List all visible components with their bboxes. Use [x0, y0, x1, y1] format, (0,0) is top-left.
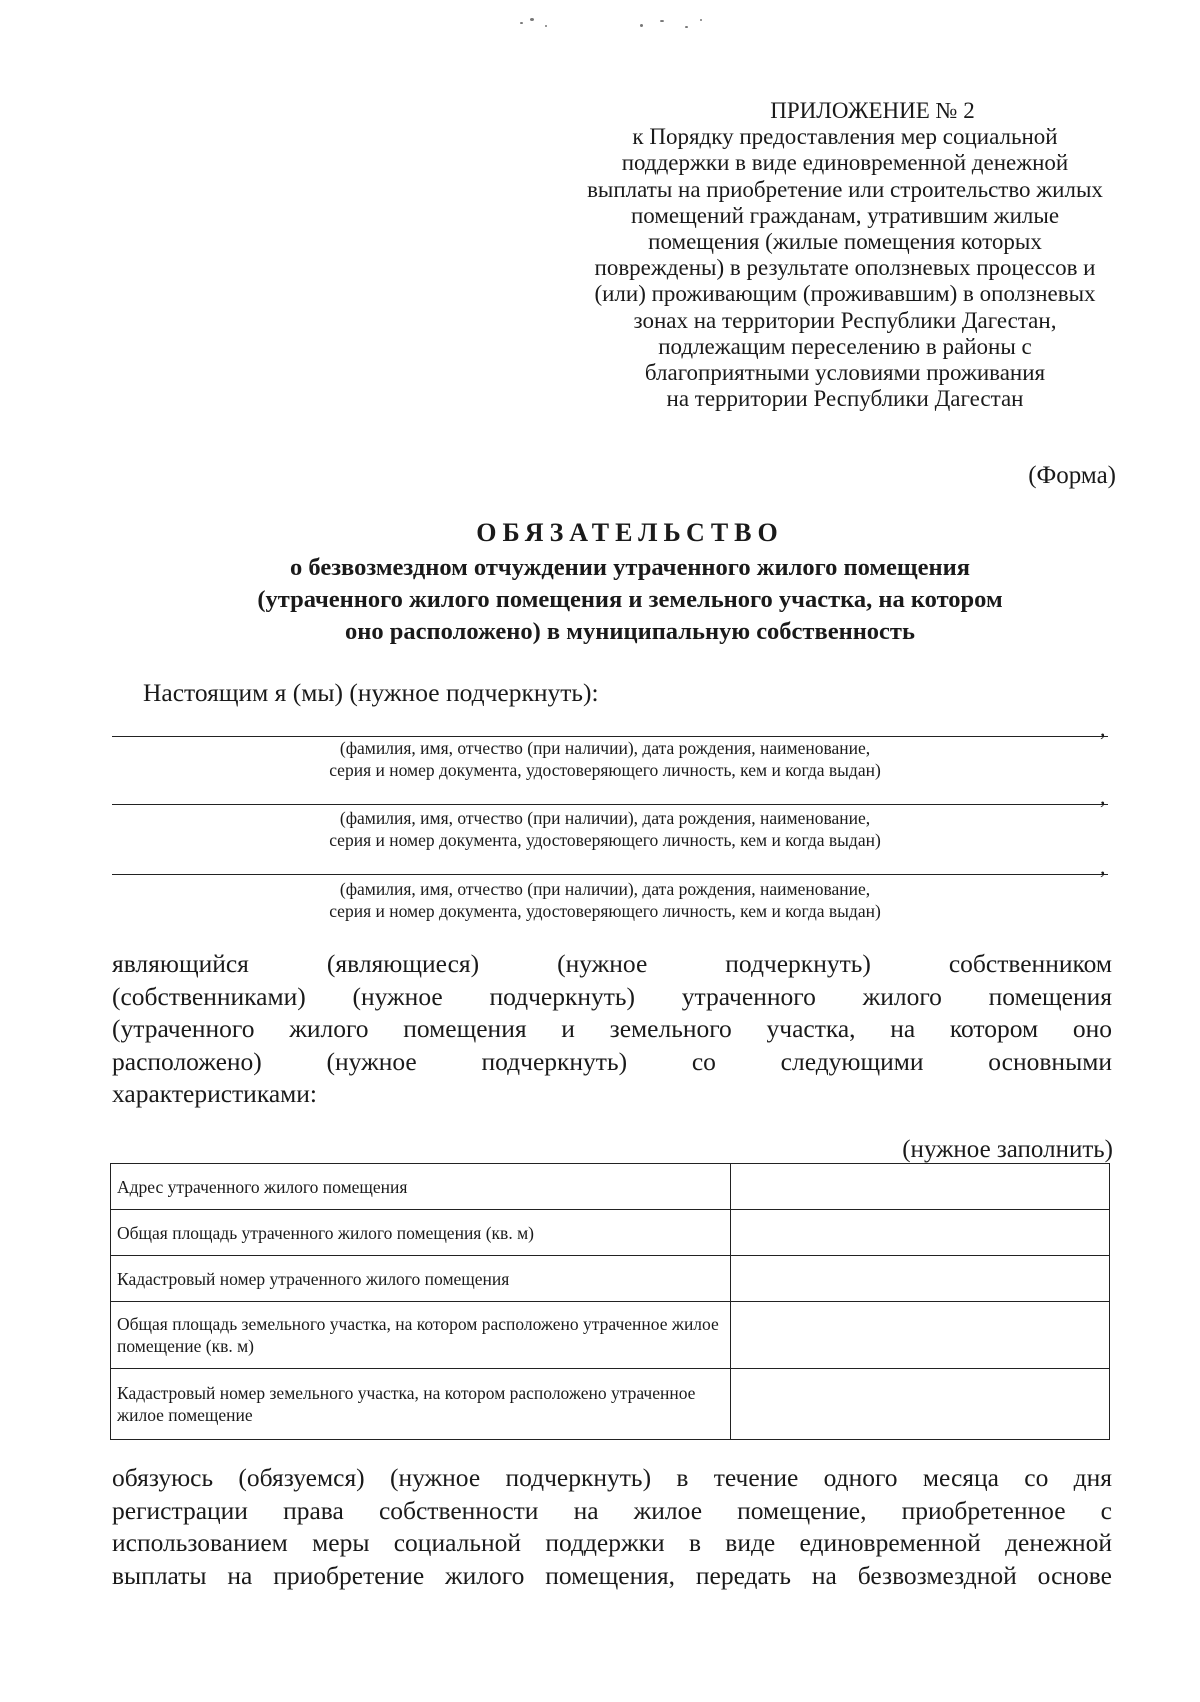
- paragraph-line: обязуюсь (обязуемся) (нужное подчеркнуть) в течение одного месяца со дня: [112, 1463, 1112, 1492]
- paragraph-line: являющийся (являющиеся) (нужное подчеркнуть) собственником: [112, 949, 1112, 978]
- appendix-line: благоприятными условиями проживания: [644, 360, 1046, 386]
- field-comma: ,: [1100, 854, 1106, 879]
- appendix-line: поддержки в виде единовременной денежной: [621, 150, 1069, 176]
- fill-note: (нужное заполнить): [902, 1136, 1113, 1163]
- intro-text: Настоящим я (мы) (нужное подчеркнуть):: [143, 678, 599, 707]
- person-field-caption-2: [260, 808, 950, 851]
- table-row: [111, 1256, 1110, 1302]
- appendix-line: (или) проживающим (проживавшим) в оползневых: [594, 281, 1096, 307]
- subtitle-line: (утраченного жилого помещения и земельного участка, на котором: [257, 586, 1003, 613]
- appendix-line: помещения (жилые помещения которых: [648, 229, 1042, 255]
- paragraph-line: регистрации права собственности на жилое помещение, приобретенное с: [112, 1495, 1112, 1525]
- row-label: Кадастровый номер земельного участка, на котором расположено утраченное жилое помещение: [111, 1369, 731, 1440]
- scan-artifact: [545, 25, 547, 27]
- scan-artifact: [520, 22, 523, 24]
- caption-line: серия и номер документа, удостоверяющего личность, кем и когда выдан): [329, 759, 881, 780]
- row-label: Адрес утраченного жилого помещения: [111, 1164, 731, 1210]
- scan-artifact: [640, 24, 643, 27]
- row-value-cell[interactable]: [730, 1164, 1109, 1210]
- appendix-line: подлежащим переселению в районы с: [658, 333, 1032, 359]
- appendix-line: помещений гражданам, утратившим жилые: [630, 202, 1060, 228]
- scan-artifact: [530, 18, 534, 21]
- paragraph-line: расположено) (нужное подчеркнуть) со следующими основными: [112, 1046, 1112, 1076]
- scan-artifact: [660, 20, 664, 22]
- row-label: Кадастровый номер утраченного жилого помещения: [111, 1256, 731, 1302]
- person-field-line-2[interactable]: [112, 804, 1108, 805]
- row-value-cell[interactable]: [730, 1256, 1109, 1302]
- person-field-caption-1: [260, 738, 950, 781]
- caption-line: (фамилия, имя, отчество (при наличии), дата рождения, наименование,: [339, 738, 871, 758]
- field-comma: ,: [1100, 784, 1106, 809]
- paragraph-line: (утраченного жилого помещения и земельного участка, на котором оно: [112, 1014, 1112, 1043]
- row-label: Общая площадь утраченного жилого помещения (кв. м): [111, 1210, 731, 1256]
- field-comma: ,: [1100, 716, 1106, 741]
- appendix-line: к Порядку предоставления мер социальной: [632, 124, 1058, 150]
- appendix-line: на территории Республики Дагестан: [666, 386, 1024, 412]
- subtitle-line: оно расположено) в муниципальную собственность: [345, 618, 915, 645]
- row-value-cell[interactable]: [730, 1369, 1109, 1440]
- table-row: [111, 1302, 1110, 1369]
- row-value-cell[interactable]: [730, 1210, 1109, 1256]
- appendix-heading: ПРИЛОЖЕНИЕ № 2: [770, 98, 975, 123]
- document-title: ОБЯЗАТЕЛЬСТВО: [476, 518, 784, 547]
- scan-artifact: [700, 19, 702, 21]
- table-row: [111, 1164, 1110, 1210]
- paragraph-line: использованием меры социальной поддержки в виде единовременной денежной: [112, 1528, 1112, 1557]
- row-value-cell[interactable]: [730, 1302, 1109, 1369]
- row-label: Общая площадь земельного участка, на котором расположено утраченное жилое помещение (кв. м): [111, 1302, 731, 1369]
- appendix-line: выплаты на приобретение или строительство жилых: [587, 176, 1103, 202]
- caption-line: (фамилия, имя, отчество (при наличии), дата рождения, наименование,: [339, 808, 871, 828]
- appendix-reference: [560, 98, 1130, 412]
- person-field-line-1[interactable]: [112, 736, 1108, 737]
- form-label: (Форма): [1028, 462, 1116, 489]
- caption-line: серия и номер документа, удостоверяющего личность, кем и когда выдан): [329, 829, 881, 850]
- caption-line: серия и номер документа, удостоверяющего личность, кем и когда выдан): [329, 900, 881, 921]
- person-field-line-3[interactable]: [112, 874, 1108, 875]
- table-row: [111, 1369, 1110, 1440]
- appendix-line: повреждены) в результате оползневых процессов и: [594, 255, 1096, 281]
- scan-artifact: [685, 26, 688, 28]
- subtitle-line: о безвозмездном отчуждении утраченного жилого помещения: [290, 554, 970, 581]
- table-row: [111, 1210, 1110, 1256]
- paragraph-line: (собственниками) (нужное подчеркнуть) утраченного жилого помещения: [112, 981, 1112, 1011]
- appendix-line: зонах на территории Республики Дагестан,: [633, 307, 1057, 333]
- owner-paragraph: [112, 948, 1112, 1111]
- obligation-paragraph: [112, 1462, 1112, 1592]
- person-field-caption-3: [260, 879, 950, 922]
- caption-line: (фамилия, имя, отчество (при наличии), дата рождения, наименование,: [339, 879, 871, 899]
- characteristics-table: [110, 1163, 1110, 1440]
- document-subtitle: [160, 552, 1100, 648]
- paragraph-line: выплаты на приобретение жилого помещения, передать на безвозмездной основе: [112, 1560, 1112, 1590]
- paragraph-line: характеристиками:: [112, 1079, 318, 1108]
